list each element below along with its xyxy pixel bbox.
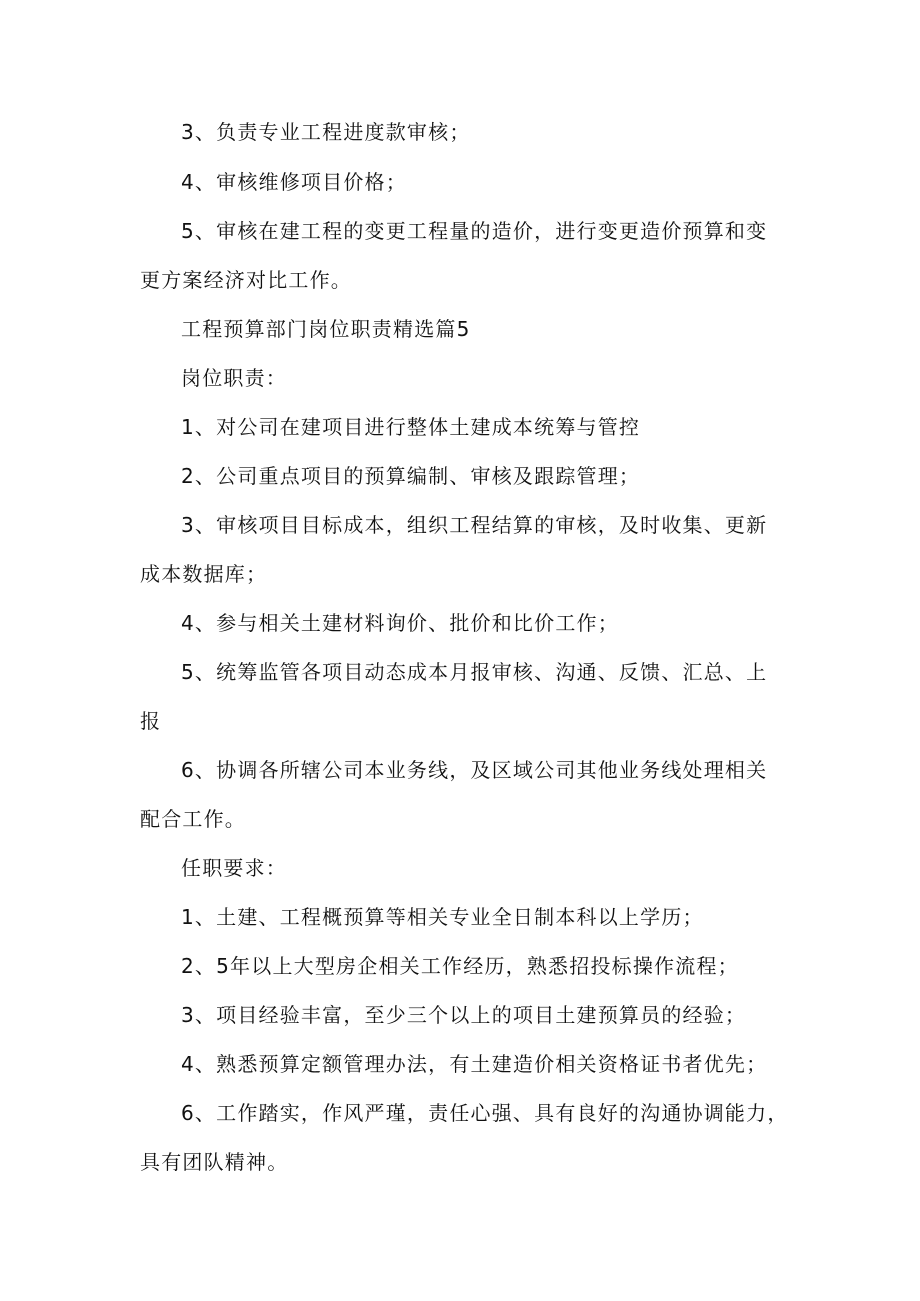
requirement-item-4: 4、熟悉预算定额管理办法，有土建造价相关资格证书者优先； <box>181 1052 768 1076</box>
requirement-item-3: 3、项目经验丰富，至少三个以上的项目土建预算员的经验； <box>181 1003 747 1027</box>
responsibility-item-6-continued: 配合工作。 <box>140 807 246 831</box>
requirement-item-1: 1、土建、工程概预算等相关专业全日制本科以上学历； <box>181 905 704 929</box>
responsibility-item-3: 3、审核项目目标成本，组织工程结算的审核，及时收集、更新 <box>181 513 768 537</box>
list-item-maintenance-price-review: 4、审核维修项目价格； <box>181 170 407 194</box>
section-heading: 工程预算部门岗位职责精选篇5 <box>181 317 471 341</box>
requirement-item-6-continued: 具有团队精神。 <box>140 1150 289 1174</box>
list-item-change-cost-review-continued: 更方案经济对比工作。 <box>140 268 352 292</box>
subheading-responsibilities: 岗位职责： <box>181 366 287 390</box>
list-item-change-cost-review: 5、审核在建工程的变更工程量的造价，进行变更造价预算和变 <box>181 219 768 243</box>
list-item-progress-payment-review: 3、负责专业工程进度款审核； <box>181 120 471 144</box>
subheading-requirements: 任职要求： <box>181 856 287 880</box>
responsibility-item-1: 1、对公司在建项目进行整体土建成本统筹与管控 <box>181 415 641 439</box>
requirement-item-6: 6、工作踏实，作风严瑾，责任心强、具有良好的沟通协调能力， <box>181 1101 789 1125</box>
responsibility-item-4: 4、参与相关土建材料询价、批价和比价工作； <box>181 611 619 635</box>
responsibility-item-3-continued: 成本数据库； <box>140 562 268 586</box>
responsibility-item-5: 5、统筹监管各项目动态成本月报审核、沟通、反馈、汇总、上 <box>181 660 768 684</box>
responsibility-item-5-continued: 报 <box>140 709 162 733</box>
responsibility-item-6: 6、协调各所辖公司本业务线，及区域公司其他业务线处理相关 <box>181 758 768 782</box>
requirement-item-2: 2、5年以上大型房企相关工作经历，熟悉招投标操作流程； <box>181 954 739 978</box>
responsibility-item-2: 2、公司重点项目的预算编制、审核及跟踪管理； <box>181 464 641 488</box>
